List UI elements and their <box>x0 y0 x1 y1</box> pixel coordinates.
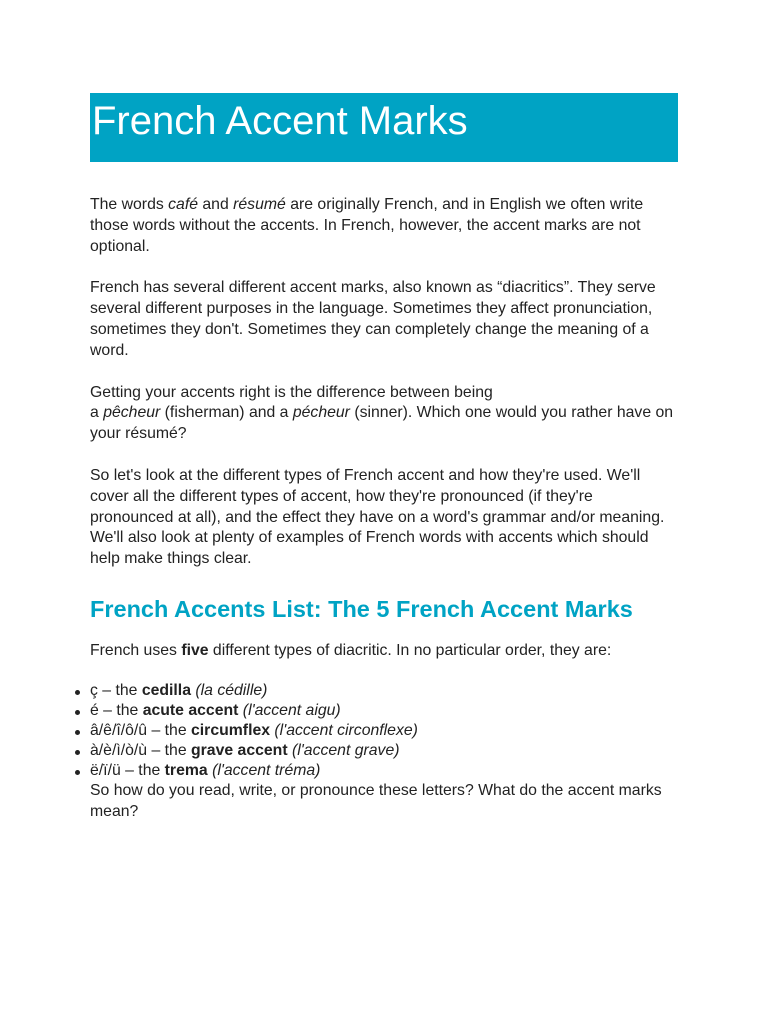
list-item: â/ê/î/ô/û – the circumflex (l'accent circonflexe) <box>90 721 680 741</box>
article-body <box>90 195 680 822</box>
section-heading: French Accents List: The 5 French Accent Marks <box>90 595 633 622</box>
paragraph-closing: So how do you read, write, or pronounce these letters? What do the accent marks mean? <box>90 781 662 820</box>
title-banner <box>90 93 678 162</box>
list-item: é – the acute accent (l'accent aigu) <box>90 701 680 721</box>
accent-list <box>90 681 680 781</box>
paragraph-intro: The words café and résumé are originally French, and in English we often write those words without the accents. In French, however, the accent marks are not optional. <box>90 196 644 255</box>
list-item: ë/ï/ü – the trema (l'accent tréma) <box>90 761 680 781</box>
paragraph-overview: So let's look at the different types of French accent and how they're used. We'll cover all the different types of accent, how they're pronounced (if they're pronounced at all), and the effect they have on a word's grammar and/or meaning. We'll also look at plenty of examples of French words with accents which should help make things clear. <box>90 466 665 568</box>
list-item: ç – the cedilla (la cédille) <box>90 681 680 701</box>
word-pecheur-sinner: pécheur <box>292 404 350 422</box>
paragraph-diacritics: French has several different accent marks, also known as “diacritics”. They serve several different purposes in the language. Sometimes they affect pronunciation, sometimes they don't. Sometimes they can completely change the meaning of a word. <box>90 279 656 359</box>
word-cafe: café <box>168 196 198 213</box>
paragraph-list-intro: French uses five different types of diacritic. In no particular order, they are: <box>90 641 612 659</box>
paragraph-pecheur: Getting your accents right is the difference between being a pêcheur (fisherman) and a pécheur (sinner). Which one would you rather have on your résumé? <box>90 383 674 443</box>
list-item: à/è/ì/ò/ù – the grave accent (l'accent grave) <box>90 741 680 761</box>
word-resume: résumé <box>233 196 286 213</box>
word-pecheur-fisherman: pêcheur <box>103 404 161 422</box>
page-title: French Accent Marks <box>92 99 468 143</box>
